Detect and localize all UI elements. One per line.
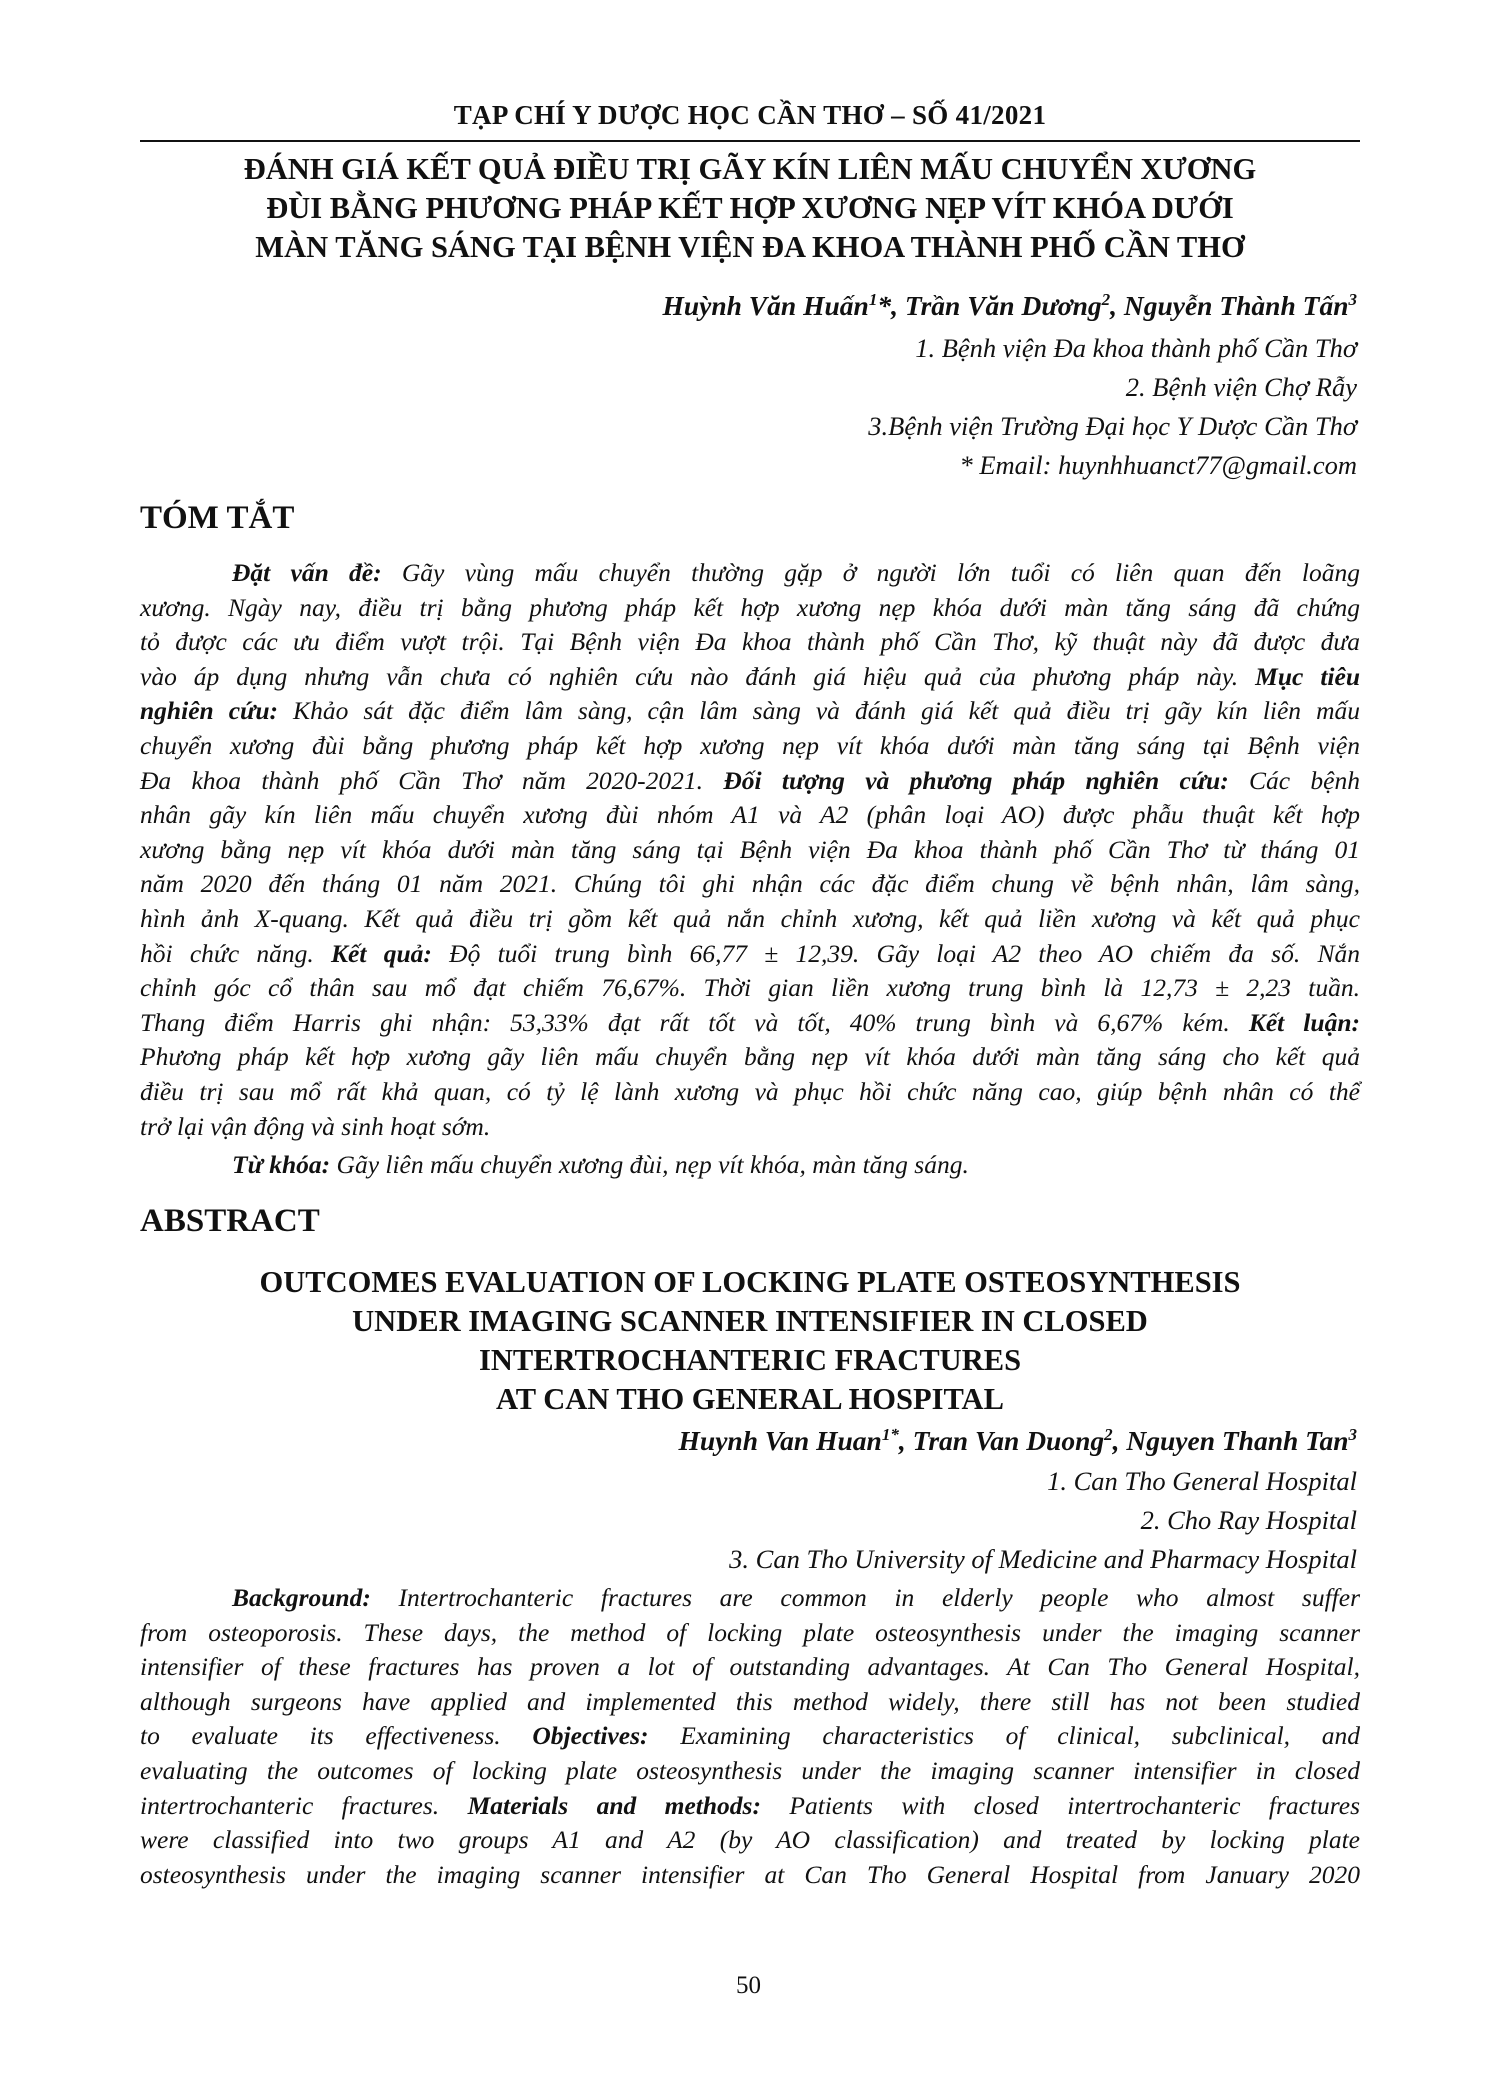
text-line <box>140 1789 1360 1824</box>
affiliation-2: 2. Bệnh viện Chợ Rẫy <box>1125 372 1357 402</box>
title-line: INTERTROCHANTERIC FRACTURES <box>478 1343 1022 1377</box>
inline-text: vào áp dụng nhưng vẫn chưa có nghiên cứu nào đánh giá hiệu quả của phương pháp này. <box>140 661 1256 691</box>
affiliation-1: 1. Bệnh viện Đa khoa thành phố Cần Thơ <box>915 333 1357 363</box>
title-line: UNDER IMAGING SCANNER INTENSIFIER IN CLOSED <box>352 1304 1148 1338</box>
title-line: OUTCOMES EVALUATION OF LOCKING PLATE OSTEOSYNTHESIS <box>259 1265 1241 1299</box>
text-line <box>140 660 1360 695</box>
authors-vi <box>662 290 1357 322</box>
author-sep: , <box>1112 1425 1127 1457</box>
inline-text: hồi chức năng. <box>140 938 332 968</box>
author-sup: 3 <box>1348 1425 1357 1444</box>
inline-text: Đa khoa thành phố Cần Thơ năm 2020-2021. <box>140 765 724 795</box>
author-name: Huynh Van Huan <box>678 1425 882 1457</box>
affiliation-en-1: 1. Can Tho General Hospital <box>1047 1466 1357 1496</box>
inline-label: nghiên cứu: <box>140 696 279 726</box>
inline-text: Intertrochanteric fractures are common in elderly people who almost suffer <box>370 1583 1360 1612</box>
title-line: ĐÁNH GIÁ KẾT QUẢ ĐIỀU TRỊ GÃY KÍN LIÊN MẤU CHUYỂN XƯƠNG <box>243 152 1257 186</box>
email-note: * Email: huynhhuanct77@gmail.com <box>959 450 1357 480</box>
author-sup: 3 <box>1348 290 1357 309</box>
inline-text: to evaluate its effectiveness. <box>140 1721 533 1751</box>
text-line: although surgeons have applied and implemented this method widely, there still has not been studied <box>140 1686 1360 1716</box>
text-line <box>140 937 1360 972</box>
inline-text: Patients with closed intertrochanteric fractures <box>760 1790 1361 1820</box>
affiliation-3: 3.Bệnh viện Trường Đại học Y Dược Cần Thơ <box>868 411 1357 441</box>
inline-label: Mục tiêu <box>1255 661 1361 691</box>
inline-label: Đặt vấn đề: <box>232 558 382 587</box>
text-line: năm 2020 đến tháng 01 năm 2021. Chúng tôi ghi nhận các đặc điểm chung về bệnh nhân, lâm sàng, <box>140 869 1360 899</box>
title-line: ĐÙI BẰNG PHƯƠNG PHÁP KẾT HỢP XƯƠNG NẸP VÍT KHÓA DƯỚI <box>266 191 1234 225</box>
text-line: xương bằng nẹp vít khóa dưới màn tăng sáng tại Bệnh viện Đa khoa thành phố Cần Thơ từ tháng 01 <box>140 834 1360 864</box>
author-name: Nguyen Thanh Tan <box>1126 1425 1349 1457</box>
page-number: 50 <box>736 1972 761 1999</box>
inline-text: Thang điểm Harris ghi nhận: 53,33% đạt rất tốt và tốt, 40% trung bình và 6,67% kém. <box>140 1007 1249 1037</box>
journal-header: TẠP CHÍ Y DƯỢC HỌC CẦN THƠ – SỐ 41/2021 <box>453 100 1047 130</box>
text-line: Phương pháp kết hợp xương gãy liên mấu chuyển bằng nẹp vít khóa dưới màn tăng sáng cho kết quả <box>140 1042 1360 1072</box>
author-name: Trần Văn Dương <box>904 290 1102 322</box>
author-name: Tran Van Duong <box>912 1425 1105 1457</box>
author-sup: 2 <box>1101 290 1111 309</box>
author-sup: 1* <box>881 1425 899 1444</box>
summary-heading: TÓM TẮT <box>140 500 295 536</box>
author-sup: 1 <box>868 290 878 309</box>
keywords <box>232 1150 969 1180</box>
inline-label: Kết quả: <box>331 938 432 968</box>
text-line: xương. Ngày nay, điều trị bằng phương pháp kết hợp xương nẹp khóa dưới màn tăng sáng đã chứng <box>140 592 1360 622</box>
inline-label: Đối tượng và phương pháp nghiên cứu: <box>723 765 1229 795</box>
inline-text: intertrochanteric fractures. <box>140 1790 468 1820</box>
inline-label: Background: <box>232 1583 371 1612</box>
text-line: from osteoporosis. These days, the method of locking plate osteosynthesis under the imaging scanner <box>140 1617 1360 1647</box>
paper-title-en <box>140 1263 1360 1419</box>
text-line: chỉnh góc cổ thân sau mổ đạt chiếm 76,67%. Thời gian liền xương trung bình là 12,73 ± 2,23 tuần. <box>140 973 1360 1003</box>
inline-text: Khảo sát đặc điểm lâm sàng, cận lâm sàng và đánh giá kết quả điều trị gãy kín liên mấu <box>278 696 1361 726</box>
author-mark: *, <box>877 290 905 322</box>
keywords-text: Gãy liên mấu chuyển xương đùi, nẹp vít khóa, màn tăng sáng. <box>330 1150 969 1179</box>
authors-en <box>679 1425 1357 1457</box>
text-line: hình ảnh X-quang. Kết quả điều trị gồm kết quả nắn chỉnh xương, kết quả liền xương và kết quả phục <box>140 903 1360 933</box>
text-line: osteosynthesis under the imaging scanner intensifier at Can Tho General Hospital from January 2020 <box>140 1859 1360 1889</box>
text-line: evaluating the outcomes of locking plate osteosynthesis under the imaging scanner intensifier in closed <box>140 1755 1360 1785</box>
text-line <box>140 556 1360 591</box>
text-line: chuyển xương đùi bằng phương pháp kết hợp xương nẹp vít khóa dưới màn tăng sáng tại Bệnh viện <box>140 730 1360 760</box>
text-line: were classified into two groups A1 and A2 (by AO classification) and treated by locking plate <box>140 1825 1360 1855</box>
paper-title-vi <box>140 150 1360 267</box>
author-name: Huỳnh Văn Huấn <box>662 290 869 322</box>
inline-label: Materials and methods: <box>467 1790 761 1820</box>
text-line <box>140 1581 1360 1616</box>
text-line <box>140 1719 1360 1754</box>
inline-text: Các bệnh <box>1228 765 1360 795</box>
inline-label: Kết luận: <box>1248 1007 1360 1037</box>
summary-paragraph <box>140 556 1360 1144</box>
abstract-paragraph <box>140 1581 1360 1892</box>
text-line: trở lại vận động và sinh hoạt sớm. <box>140 1111 491 1141</box>
text-line <box>140 1006 1360 1041</box>
author-sep: , <box>898 1425 913 1457</box>
text-line <box>140 764 1360 799</box>
inline-text: Examining characteristics of clinical, subclinical, and <box>648 1721 1360 1751</box>
abstract-heading: ABSTRACT <box>140 1203 320 1239</box>
text-line: điều trị sau mổ rất khả quan, có tỷ lệ lành xương và phục hồi chức năng cao, giúp bệnh nhân có thể <box>140 1076 1360 1106</box>
text-line: intensifier of these fractures has proven a lot of outstanding advantages. At Can Tho General Hospital, <box>140 1652 1360 1682</box>
header-rule <box>140 140 1360 142</box>
affiliation-en-3: 3. Can Tho University of Medicine and Pharmacy Hospital <box>729 1544 1357 1574</box>
inline-label: Objectives: <box>532 1721 649 1751</box>
author-name: Nguyễn Thành Tấn <box>1123 290 1349 322</box>
text-line: nhân gãy kín liên mấu chuyển xương đùi nhóm A1 và A2 (phân loại AO) được phẫu thuật kết hợp <box>140 800 1360 830</box>
inline-text: Gãy vùng mấu chuyển thường gặp ở người lớn tuổi có liên quan đến loãng <box>381 558 1360 587</box>
author-sep: , <box>1110 290 1124 322</box>
title-line: AT CAN THO GENERAL HOSPITAL <box>496 1382 1004 1416</box>
author-sup: 2 <box>1104 1425 1113 1444</box>
keywords-label: Từ khóa: <box>232 1150 331 1179</box>
inline-text: Độ tuổi trung bình 66,77 ± 12,39. Gãy loại A2 theo AO chiếm đa số. Nắn <box>431 938 1360 968</box>
text-line <box>140 694 1360 729</box>
text-line: tỏ được các ưu điểm vượt trội. Tại Bệnh viện Đa khoa thành phố Cần Thơ, kỹ thuật này đã được đưa <box>140 627 1360 657</box>
title-line: MÀN TĂNG SÁNG TẠI BỆNH VIỆN ĐA KHOA THÀNH PHỐ CẦN THƠ <box>255 230 1245 264</box>
affiliation-en-2: 2. Cho Ray Hospital <box>1140 1505 1357 1535</box>
